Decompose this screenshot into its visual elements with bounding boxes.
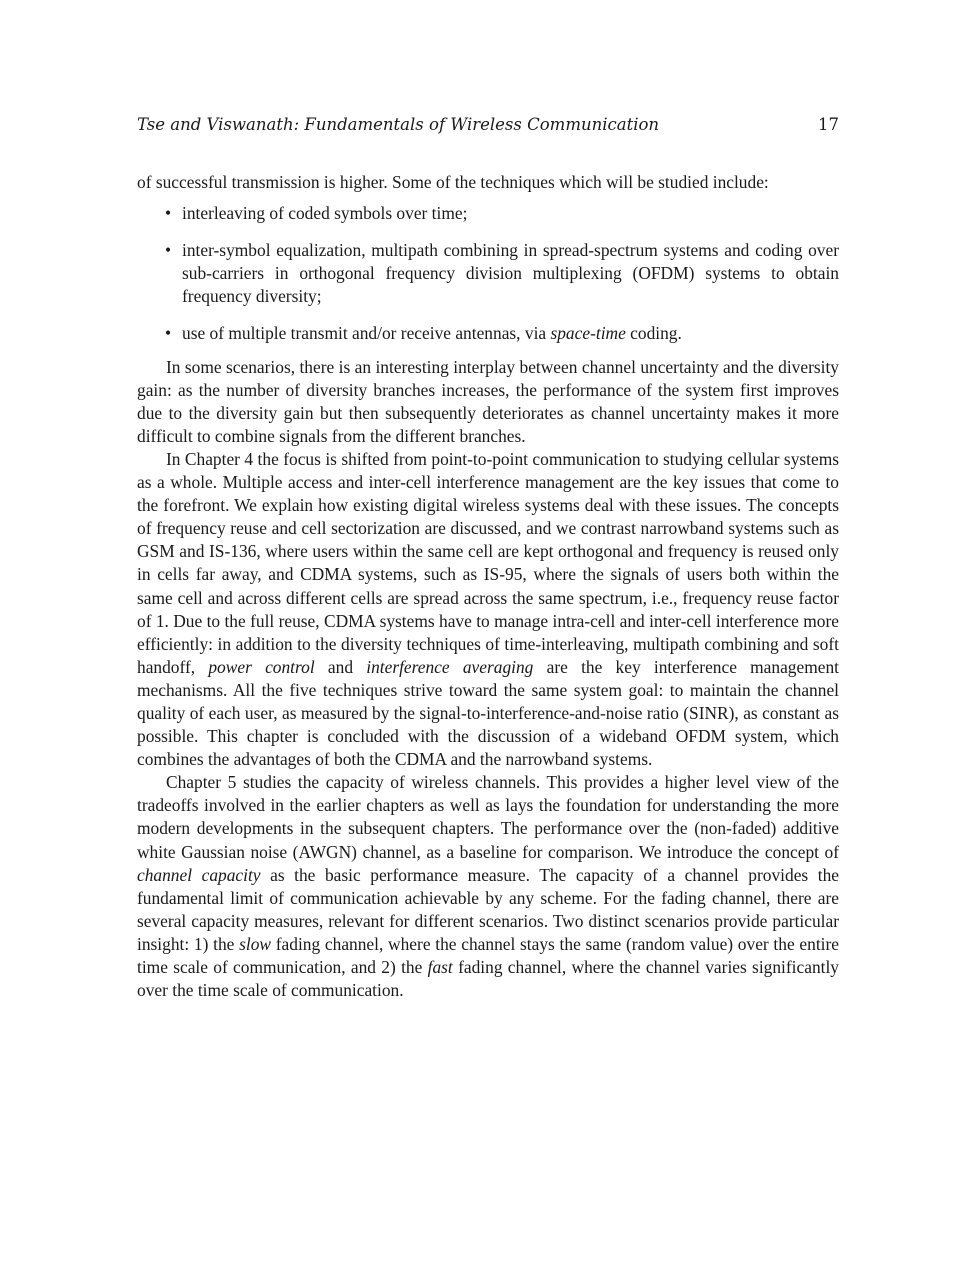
running-header: [137, 113, 839, 137]
running-title: Tse and Viswanath: Fundamentals of Wireless Communication: [137, 115, 660, 134]
emphasis-slow: slow: [239, 933, 272, 954]
emphasis-fast: fast: [427, 957, 453, 977]
page-number: 17: [818, 115, 839, 134]
list-item-text: inter-symbol equalization, multipath combining in spread-spectrum systems and coding over sub-carriers in orthogonal frequency division multiplexing (OFDM) systems to obtain frequency diversity;: [182, 240, 839, 307]
emphasis-power-control: power control: [208, 656, 315, 677]
paragraph-text: fading channel, where the channel stays the same (random value) over the entire time scale of communication, and 2) the: [137, 933, 839, 977]
list-item: [165, 322, 839, 345]
paragraph-text: fading channel, where the channel varies significantly over the time scale of communication.: [137, 957, 839, 1001]
emphasis-channel-capacity: channel capacity: [137, 864, 261, 885]
list-item: [165, 202, 839, 225]
intro-paragraph: of successful transmission is higher. Some of the techniques which will be studied include:: [137, 172, 769, 192]
paragraph-text: are the key interference management mechanisms. All the five techniques strive toward the same system goal: to maintain the channel quality of each user, as measured by the signal-to-interference-and-noise ratio (SINR), as constant as possible. This chapter is concluded with the discussion of a wideband OFDM system, which combines the advantages of both the CDMA and the narrowband systems.: [137, 656, 839, 770]
technique-list: [137, 202, 839, 345]
paragraph-interplay: In some scenarios, there is an interesting interplay between channel uncertainty and the diversity gain: as the number of diversity branches increases, the performance of the system first improves due to the diversity gain but then subsequently deteriorates as channel uncertainty makes it more difficult to combine signals from the different branches.: [137, 356, 839, 446]
paragraph-chapter-5: [137, 771, 839, 1002]
bullet-icon: •: [165, 203, 172, 224]
list-item: [165, 239, 839, 308]
emphasis-interference-averaging: interference averaging: [366, 656, 534, 677]
bullet-icon: •: [165, 240, 172, 261]
paragraph-chapter-4: [137, 448, 839, 771]
body-text: [137, 171, 839, 1002]
list-item-text: use of multiple transmit and/or receive antennas, via: [182, 323, 551, 344]
paragraph-text: as the basic performance measure. The capacity of a channel provides the fundamental limit of communication achievable by any scheme. For the fading channel, there are several capacity measures, relevant for different scenarios. Two distinct scenarios provide particular insight: 1) the: [137, 864, 839, 954]
paragraph-text: Chapter 5 studies the capacity of wireless channels. This provides a higher level view of the tradeoffs involved in the earlier chapters as well as lays the foundation for understanding the more modern developments in the subsequent chapters. The performance over the (non-faded) additive white Gaussian noise (AWGN) channel, as a baseline for comparison. We introduce the concept of: [137, 772, 839, 862]
book-page: [137, 113, 839, 1002]
list-item-text: coding.: [625, 323, 682, 344]
list-item-text: interleaving of coded symbols over time;: [182, 203, 468, 224]
emphasis-space-time: space-time: [550, 323, 626, 344]
bullet-icon: •: [165, 323, 172, 344]
paragraph-text: In Chapter 4 the focus is shifted from point-to-point communication to studying cellular systems as a whole. Multiple access and inter-cell interference management are the key issues that come to the forefront. We explain how existing digital wireless systems deal with these issues. The concepts of frequency reuse and cell sectorization are discussed, and we contrast narrowband systems such as GSM and IS-136, where users within the same cell are kept orthogonal and frequency is reused only in cells far away, and CDMA systems, such as IS-95, where the signals of users both within the same cell and across different cells are spread across the same spectrum, i.e., frequency reuse factor of 1. Due to the full reuse, CDMA systems have to manage intra-cell and inter-cell interference more efficiently: in addition to the diversity techniques of time-interleaving, multipath combining and soft handoff,: [137, 448, 839, 677]
paragraph-text: and: [314, 656, 367, 677]
